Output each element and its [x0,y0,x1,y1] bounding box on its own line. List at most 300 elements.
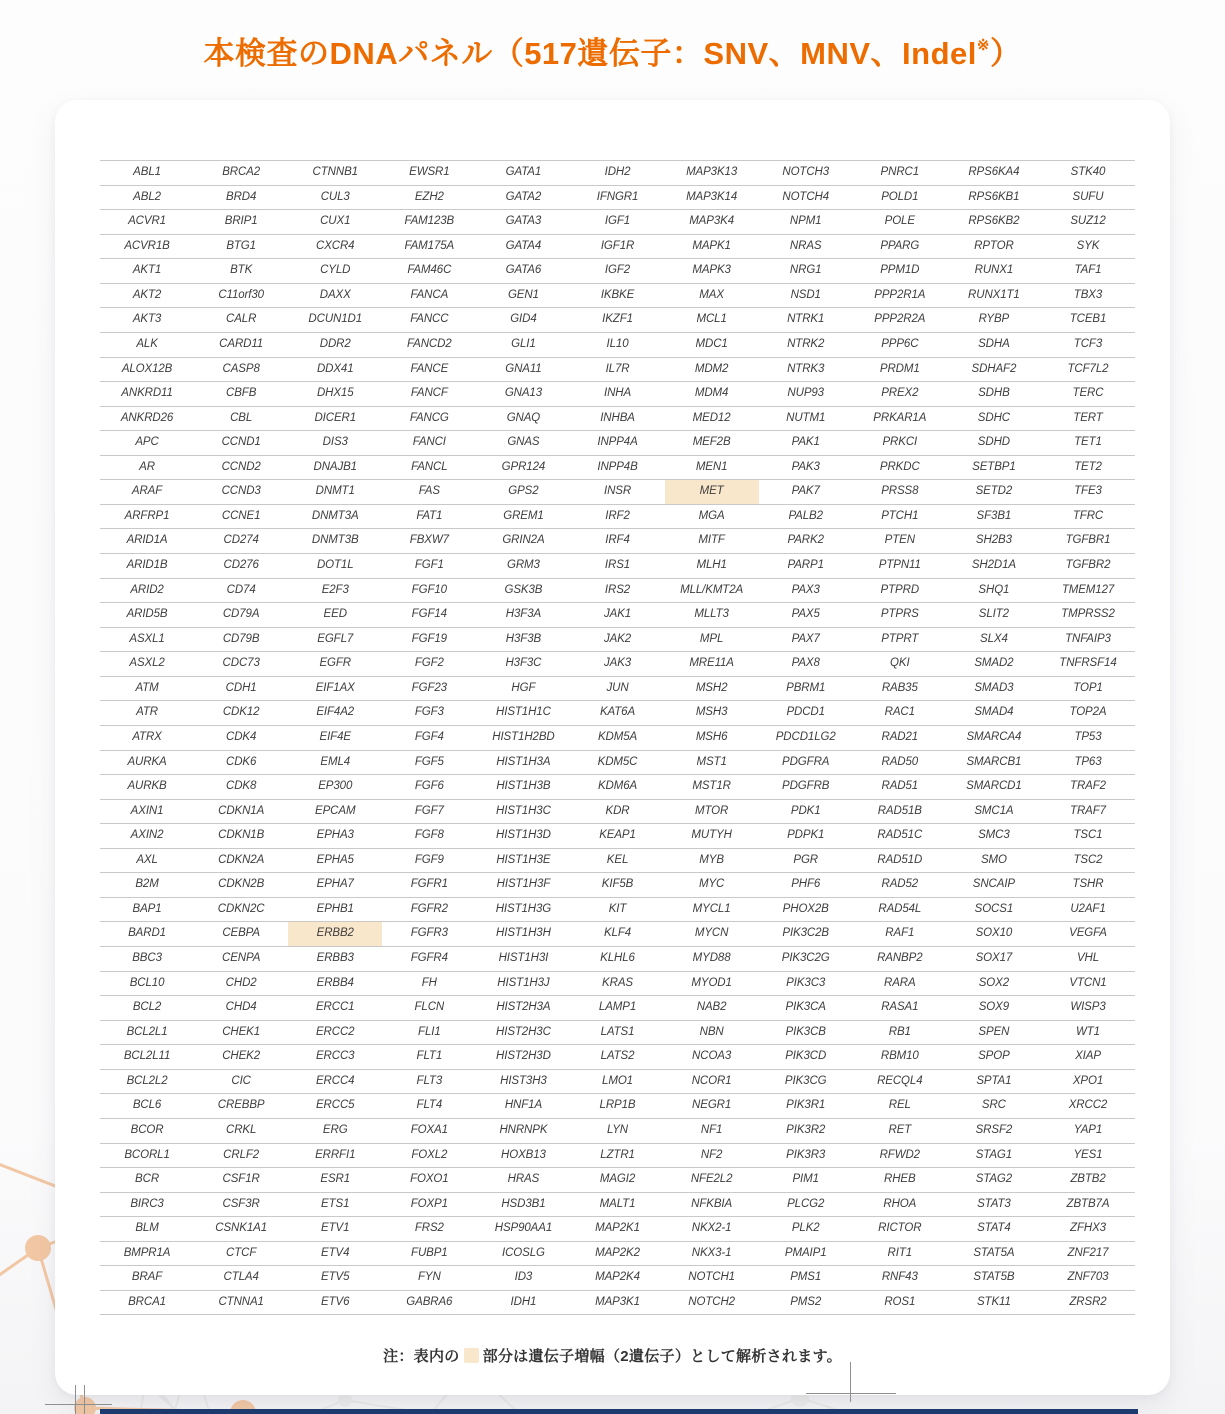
gene-cell: BTG1 [226,239,256,252]
table-row [100,406,1135,431]
gene-cell: PMS1 [790,1271,822,1284]
gene-cell: MAP3K4 [689,215,734,228]
gene-cell: CRKL [226,1123,257,1136]
gene-cell: JAK3 [603,657,632,670]
gene-cell: LZTR1 [600,1148,635,1161]
table-row [100,578,1135,603]
gene-cell: MSH3 [695,706,728,719]
gene-cell: CCND1 [221,436,261,449]
gene-cell: RB1 [888,1025,911,1038]
gene-cell: HSP90AA1 [494,1222,553,1235]
gene-cell: DNMT3B [311,534,359,547]
gene-cell: SDHA [978,337,1010,350]
crop-mark-left-vertical-1 [75,1385,76,1414]
gene-cell: TSC2 [1073,853,1103,866]
gene-cell: ERG [322,1123,348,1136]
gene-cell: MYC [698,878,725,891]
gene-cell: XPO1 [1072,1074,1104,1087]
gene-cell: NBN [699,1025,724,1038]
gene-cell: SLX4 [980,632,1008,645]
gene-cell: CDKN1A [218,804,265,817]
gene-cell: FBXW7 [409,534,449,547]
gene-cell: KDM6A [597,780,638,793]
gene-cell: FANCF [410,387,448,400]
gene-cell: CD276 [223,559,259,571]
gene-cell: IGF2 [604,264,631,277]
gene-cell: FGF1 [414,559,444,571]
gene-cell: CENPA [222,952,261,964]
gene-cell: PDK1 [790,804,821,817]
gene-cell: KDR [605,804,630,817]
gene-cell: FOXA1 [410,1123,448,1136]
note-prefix: 注：表内の [383,1348,460,1365]
gene-cell: PIK3CG [784,1074,827,1087]
gene-cell: HSD3B1 [501,1197,546,1210]
gene-cell: PAK1 [791,436,820,449]
gene-cell: CDK8 [226,780,257,793]
table-row [100,1216,1135,1241]
gene-cell: NOTCH4 [782,190,830,203]
gene-cell: MAGI2 [599,1173,636,1186]
gene-cell: SOX9 [978,1001,1010,1014]
gene-cell: CHEK2 [222,1050,261,1063]
gene-cell: PAX3 [791,583,820,596]
gene-cell: NF2 [700,1148,723,1161]
gene-cell: MAP2K1 [595,1222,640,1235]
table-row [100,1265,1135,1290]
gene-cell: IFNGR1 [596,190,639,203]
gene-cell: FGF23 [411,681,447,694]
gene-cell: ALK [136,337,158,350]
table-row [100,258,1135,283]
gene-cell: PIK3R3 [786,1148,826,1161]
table-row [100,921,1135,946]
table-row [100,455,1135,480]
gene-cell: SMO [980,853,1007,866]
gene-cell: PRSS8 [881,485,919,498]
gene-cell: VHL [1076,952,1100,964]
gene-cell: STK40 [1070,166,1106,178]
gene-cell: SPOP [978,1050,1010,1063]
gene-cell: ERBB3 [316,952,354,964]
gene-cell: PTEN [884,534,915,547]
gene-cell: RAD54L [878,902,922,915]
gene-cell: MITF [698,534,725,547]
gene-cell: PPARG [880,239,920,252]
gene-cell: MEN1 [695,460,728,473]
crop-mark-center-vertical [850,1362,851,1402]
panel-card [55,100,1170,1395]
gene-cell: NF1 [700,1123,723,1136]
gene-cell: GATA3 [505,215,542,228]
table-row [100,1290,1135,1315]
gene-cell: SPEN [978,1025,1010,1038]
gene-cell: SMARCA4 [966,730,1022,743]
gene-cell: PPP2R2A [874,313,926,326]
gene-cell: GSK3B [504,583,543,596]
gene-cell: FLI1 [418,1025,441,1038]
table-row [100,209,1135,234]
gene-cell: EWSR1 [409,166,450,178]
gene-cell: KIF5B [601,878,634,891]
gene-cell: H3F3A [505,608,542,621]
gene-cell: TRAF2 [1070,780,1106,793]
gene-cell: FOXP1 [410,1197,448,1210]
gene-cell: BTK [230,264,253,277]
gene-cell: FLT3 [416,1074,443,1087]
gene-cell: FGF19 [411,632,447,645]
gene-cell: ETV5 [321,1271,350,1284]
gene-cell: RPS6KB2 [968,215,1020,228]
gene-cell: IRS2 [604,583,631,596]
gene-cell: SOX10 [975,927,1013,940]
gene-cell: RFWD2 [879,1148,920,1161]
gene-cell: U2AF1 [1070,902,1106,915]
gene-cell: CALR [226,313,257,326]
gene-cell: GREM1 [503,509,544,522]
gene-cell: TGFBR2 [1065,559,1111,571]
gene-cell: DIS3 [322,436,348,449]
gene-cell: POLE [884,215,915,228]
note-suffix: 部分は遺伝子増幅（2遺伝子）として解析されます。 [482,1348,842,1365]
gene-cell: STAT5B [973,1271,1015,1284]
gene-cell: AR [139,460,155,473]
gene-cell: FAS [418,485,440,498]
gene-cell: PMAIP1 [784,1246,827,1259]
gene-cell: TOP2A [1069,706,1107,719]
gene-cell: TSC1 [1073,829,1103,842]
gene-cell: TCF7L2 [1067,362,1109,375]
gene-cell: PHOX2B [782,902,829,915]
gene-cell: CDKN2C [217,902,265,915]
gene-cell: FLT4 [416,1099,443,1112]
gene-cell: CDKN2A [218,853,265,866]
gene-cell: GATA2 [505,190,542,203]
gene-cell: KDM5A [597,730,638,743]
gene-cell: RNF43 [881,1271,918,1284]
gene-cell: TSHR [1072,878,1104,891]
table-row [100,160,1135,185]
gene-cell: ANKRD11 [121,387,173,400]
gene-cell: PIK3R1 [786,1099,826,1112]
gene-cell: GNAQ [506,411,541,424]
gene-cell: HIST1H3G [495,902,552,915]
table-row [100,357,1135,382]
gene-cell: DOT1L [316,559,354,571]
gene-cell: CRLF2 [223,1148,260,1161]
gene-cell: MYOD1 [691,976,732,989]
gene-cell: PDGFRB [782,780,830,793]
gene-cell: PARK2 [787,534,824,547]
gene-cell: PNRC1 [880,166,920,178]
gene-cell: SLIT2 [978,608,1009,621]
table-row [100,627,1135,652]
gene-cell: FGF14 [411,608,447,621]
gene-cell: SUFU [1072,190,1104,203]
gene-cell: ABL1 [133,166,161,178]
gene-cell: FLT1 [416,1050,443,1063]
gene-cell: MLLT3 [694,608,729,621]
gene-cell: PIK3CD [785,1050,827,1063]
gene-cell: GATA6 [505,264,542,277]
gene-cell: SMC3 [978,829,1010,842]
gene-cell: EPHB1 [316,902,354,915]
gene-cell: GRM3 [507,559,540,571]
gene-cell: BCORL1 [124,1148,170,1161]
table-row [100,897,1135,922]
gene-cell: AKT3 [132,313,162,326]
table-row [100,185,1135,210]
gene-cell: EIF1AX [315,681,355,694]
gene-cell-highlighted: ERBB2 [288,922,382,946]
gene-cell: CSF1R [222,1173,260,1186]
crop-mark-left-vertical-2 [84,1385,85,1414]
gene-cell: SRC [981,1099,1006,1112]
gene-cell: HIST2H3A [496,1001,551,1014]
gene-cell: EZH2 [414,190,444,203]
gene-cell: STAT4 [977,1222,1011,1235]
gene-cell: HOXB13 [501,1148,546,1161]
gene-cell: RIT1 [887,1246,913,1259]
gene-cell: TNFAIP3 [1065,632,1111,645]
gene-cell: SDHB [978,387,1010,400]
gene-cell: ERCC4 [315,1074,355,1087]
gene-cell: ERCC5 [315,1099,355,1112]
gene-cell: BCL2L11 [123,1050,171,1063]
gene-cell: YES1 [1073,1148,1103,1161]
table-row [100,307,1135,332]
gene-cell: HIST2H3C [496,1025,551,1038]
gene-cell: DNMT1 [315,485,355,498]
gene-cell: NUP93 [787,387,824,400]
gene-cell: FANCI [412,436,446,449]
gene-cell: SRSF2 [975,1123,1013,1136]
table-row [100,823,1135,848]
gene-cell: FUBP1 [411,1246,448,1259]
gene-cell: ACVR1 [128,215,166,228]
gene-cell: DDX41 [316,362,354,375]
table-row [100,971,1135,996]
gene-cell: SMAD2 [974,657,1014,670]
gene-cell: RPS6KA4 [968,166,1020,178]
gene-cell: ZFHX3 [1070,1222,1106,1235]
gene-cell: BCL2 [132,1001,162,1014]
table-row [100,1093,1135,1118]
gene-cell: RAD50 [881,755,919,768]
gene-cell: TMEM127 [1061,583,1115,596]
gene-cell: ERCC3 [315,1050,355,1063]
gene-cell: CD79A [222,608,260,621]
gene-cell: MTOR [694,804,729,817]
gene-cell: MRE11A [689,657,734,670]
gene-cell: AKT2 [132,288,162,301]
gene-cell: HIST1H2BD [492,730,555,743]
gene-cell: JAK1 [603,608,632,621]
gene-cell: KLF4 [603,927,632,940]
crop-mark-left-horizontal [45,1404,112,1405]
gene-cell: HIST1H3I [498,952,549,964]
gene-cell: CASP8 [222,362,260,375]
table-row [100,553,1135,578]
gene-cell: RHOA [883,1197,917,1210]
gene-cell: SMARCB1 [966,755,1022,768]
page-title-text: 本検査のDNAパネル（517遺伝子：SNV、MNV、Indel [203,36,977,71]
table-row [100,234,1135,259]
gene-cell: MAPK1 [692,239,731,252]
gene-cell: TFRC [1072,509,1104,522]
gene-cell: CTLA4 [223,1271,259,1284]
gene-cell: FAT1 [416,509,443,522]
footer-bar [100,1409,1138,1414]
gene-cell: FANCL [411,460,448,473]
gene-cell: BCL6 [132,1099,162,1112]
gene-cell: MAP3K1 [595,1295,640,1308]
gene-cell: IRF2 [605,509,630,522]
gene-cell: CYLD [320,264,351,277]
gene-cell: PAK3 [791,460,820,473]
gene-cell: FANCC [410,313,449,326]
gene-cell: SMAD3 [974,681,1014,694]
gene-cell: RUNX1T1 [968,288,1020,301]
gene-cell: SOCS1 [974,902,1014,915]
gene-cell: PPP2R1A [874,288,926,301]
gene-cell: TRAF7 [1070,804,1106,817]
gene-cell: MEF2B [692,436,731,449]
gene-cell: GPR124 [501,460,546,473]
gene-cell: KIT [608,902,627,915]
gene-cell: PREX2 [881,387,919,400]
table-row [100,479,1135,504]
gene-cell: PIK3C2B [782,927,829,940]
gene-cell: ARID1B [126,559,168,571]
gene-cell: ANKRD26 [120,411,174,424]
gene-cell: DHX15 [316,387,354,400]
gene-cell: MCL1 [696,313,727,326]
gene-cell: NPM1 [789,215,822,228]
gene-cell: PAX7 [791,632,820,645]
gene-cell: ROS1 [884,1295,916,1308]
gene-cell: FOXO1 [410,1173,449,1186]
gene-cell: HIST1H3B [496,780,551,793]
gene-cell: BCL10 [129,976,165,989]
gene-cell: STAT5A [973,1246,1015,1259]
gene-cell: PTPRD [880,583,920,596]
gene-cell: TFE3 [1074,485,1102,498]
gene-cell: PIK3CB [785,1025,826,1038]
gene-cell: PIK3CA [785,1001,826,1014]
gene-cell: PAX5 [791,608,820,621]
gene-cell: PALB2 [788,509,823,522]
gene-cell: FGF6 [414,780,444,793]
gene-cell: CIC [231,1074,251,1087]
gene-cell: GABRA6 [406,1295,453,1308]
gene-cell: MYB [699,853,724,866]
gene-cell: HIST1H3J [497,976,550,989]
gene-cell: PDCD1 [786,706,825,719]
gene-cell: TP53 [1074,730,1102,743]
gene-cell: DICER1 [314,411,357,424]
gene-cell: MUTYH [691,829,732,842]
gene-cell: TP63 [1074,755,1102,768]
gene-cell: FANCE [410,362,449,375]
gene-cell: IL10 [606,337,629,350]
gene-cell: IGF1 [604,215,631,228]
table-row [100,750,1135,775]
gene-cell: BRD4 [226,190,257,203]
gene-cell: RASA1 [881,1001,919,1014]
gene-cell: MAP3K14 [686,190,738,203]
gene-cell: GNA11 [505,362,542,375]
gene-cell: IKBKE [600,288,635,301]
gene-cell: BRAF [131,1271,163,1284]
gene-cell: FANCA [410,288,449,301]
gene-cell: FAM123B [404,215,455,228]
gene-cell: FH [421,976,437,989]
gene-cell: FGFR4 [410,952,448,964]
gene-cell: SHQ1 [978,583,1010,596]
gene-cell: KAT6A [599,706,636,719]
gene-cell: NKX3-1 [691,1246,732,1259]
gene-cell: NFE2L2 [690,1173,733,1186]
gene-cell: GNAS [507,436,540,449]
table-row [100,872,1135,897]
gene-cell: PRKCI [882,436,918,449]
gene-cell: LATS1 [600,1025,635,1038]
gene-cell: INHBA [600,411,635,424]
gene-cell: DNMT3A [311,509,359,522]
gene-cell: BRIP1 [224,215,258,228]
gene-cell: TET2 [1074,460,1102,473]
gene-cell: GNA13 [504,387,543,400]
gene-cell: FRS2 [414,1222,444,1235]
gene-cell: WT1 [1075,1025,1100,1038]
gene-cell: HIST1H3H [496,927,551,940]
gene-cell: MAP2K2 [595,1246,640,1259]
gene-cell: IGF1R [600,239,635,252]
gene-cell: CDK12 [222,706,260,719]
gene-cell: CARD11 [219,337,264,350]
gene-cell: JUN [606,681,629,694]
gene-cell: ACVR1B [124,239,170,252]
gene-cell: CBL [230,411,253,424]
gene-cell: HIST3H3 [500,1074,547,1087]
table-row [100,651,1135,676]
gene-cell: EED [323,608,347,621]
gene-cell: TAF1 [1074,264,1102,277]
gene-cell: BCR [135,1173,160,1186]
gene-cell: CDH1 [225,681,257,694]
gene-cell: MDM2 [694,362,729,375]
table-row [100,1143,1135,1168]
gene-cell: NTRK3 [787,362,825,375]
gene-cell: EPHA3 [316,829,354,842]
gene-cell: AXL [136,853,158,866]
gene-cell: AKT1 [132,264,162,277]
gene-cell: NCOR1 [691,1074,732,1087]
gene-cell: ZNF217 [1067,1246,1109,1259]
gene-cell: BCL2L2 [126,1074,168,1087]
table-row [100,774,1135,799]
gene-cell: ATM [135,681,159,694]
gene-cell: TCEB1 [1069,313,1107,326]
gene-cell: ETV6 [321,1295,350,1308]
gene-cell: CUL3 [320,190,350,203]
gene-cell: KDM5C [597,755,638,768]
gene-cell: EIF4E [319,730,351,743]
gene-cell: TET1 [1074,436,1102,449]
gene-cell: DDR2 [319,337,351,350]
gene-cell: EGFR [319,657,351,670]
